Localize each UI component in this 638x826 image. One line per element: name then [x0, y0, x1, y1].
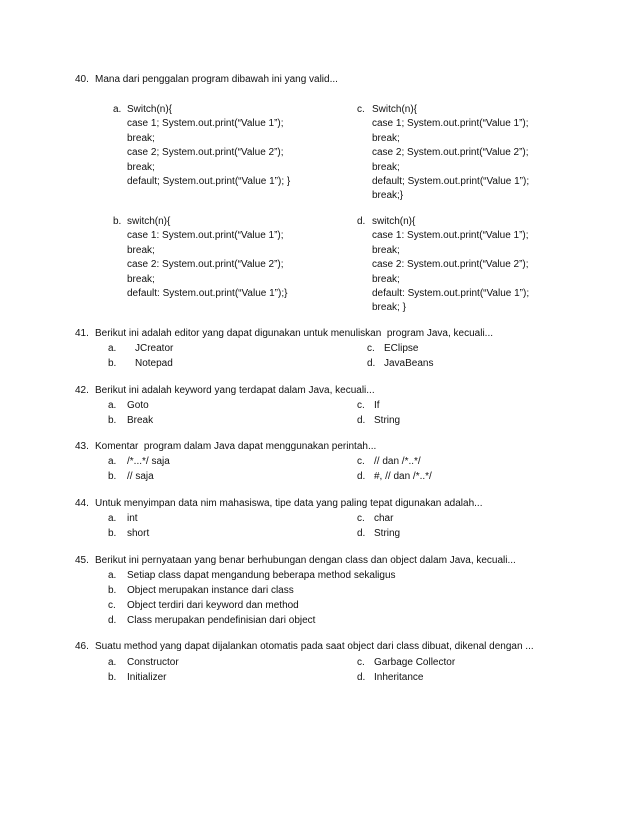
option-c-text: If	[374, 400, 380, 411]
option-label: c.	[108, 600, 116, 611]
code-line: break; }	[372, 302, 406, 314]
code-option-b	[127, 215, 287, 301]
option-label: d.	[357, 672, 366, 683]
option-label: b.	[108, 585, 117, 596]
option-label: c.	[357, 104, 365, 115]
code-line: default: System.out.print(“Value 1”);}	[127, 288, 288, 300]
option-c-text: Garbage Collector	[374, 657, 456, 668]
option-d-text: Inheritance	[374, 672, 424, 683]
option-b-text: Break	[127, 415, 154, 426]
option-a-text: Goto	[127, 400, 149, 411]
option-a-text: /*...*/ saja	[127, 456, 170, 467]
option-label: a.	[108, 570, 117, 581]
option-label: d.	[108, 615, 117, 626]
option-label: c.	[357, 400, 365, 411]
code-line: switch(n){	[127, 216, 171, 227]
option-label: c.	[367, 343, 375, 354]
option-a-text: JCreator	[135, 343, 174, 354]
option-label: d.	[357, 471, 366, 482]
option-label: d.	[367, 358, 376, 369]
code-line: case 2; System.out.print(“Value 2”);	[372, 147, 529, 159]
option-label: c.	[357, 657, 365, 668]
code-line: break;	[372, 161, 400, 173]
code-option-a	[127, 103, 290, 189]
code-option-d	[372, 215, 529, 316]
question-number: 41.	[75, 328, 89, 339]
option-label: a.	[113, 104, 122, 115]
option-label: c.	[357, 456, 365, 467]
option-c-text: // dan /*..*/	[374, 456, 421, 467]
code-line: case 2; System.out.print(“Value 2”);	[127, 147, 284, 159]
code-line: Switch(n){	[127, 104, 173, 115]
code-line: break;	[127, 273, 155, 285]
question-text: Mana dari penggalan program dibawah ini yang valid...	[95, 74, 338, 85]
option-label: a.	[108, 400, 117, 411]
option-label: b.	[108, 358, 117, 369]
code-line: case 2: System.out.print(“Value 2”);	[372, 259, 529, 271]
code-line: default; System.out.print(“Value 1”);	[372, 176, 530, 188]
option-b-text: Notepad	[135, 358, 173, 369]
option-label: a.	[108, 343, 117, 354]
question-text: Berikut ini pernyataan yang benar berhubungan dengan class dan object dalam Java, kecuali...	[95, 555, 516, 566]
question-text: Komentar program dalam Java dapat menggunakan perintah...	[95, 441, 377, 452]
option-c-text: char	[374, 513, 394, 524]
option-d-text: String	[374, 415, 401, 426]
code-line: break;}	[372, 190, 404, 202]
option-d-text: String	[374, 528, 401, 539]
code-line: case 1: System.out.print(“Value 1”);	[372, 230, 529, 242]
option-label: c.	[357, 513, 365, 524]
code-line: break;	[127, 161, 155, 173]
option-c-text: Object terdiri dari keyword dan method	[127, 600, 299, 611]
option-label: b.	[108, 672, 117, 683]
option-label: b.	[108, 471, 117, 482]
code-option-c	[372, 103, 529, 204]
option-label: d.	[357, 216, 366, 227]
option-label: a.	[108, 657, 117, 668]
code-line: case 1: System.out.print(“Value 1”);	[127, 230, 284, 242]
code-line: switch(n){	[372, 216, 416, 227]
code-line: break;	[372, 132, 400, 144]
question-number: 42.	[75, 385, 89, 396]
question-number: 40.	[75, 74, 89, 85]
code-line: case 1; System.out.print(“Value 1”);	[372, 118, 529, 130]
code-line: case 1; System.out.print(“Value 1”);	[127, 118, 284, 130]
option-label: b.	[108, 415, 117, 426]
question-text: Untuk menyimpan data nim mahasiswa, tipe data yang paling tepat digunakan adalah...	[95, 498, 483, 509]
option-a-text: int	[127, 513, 138, 524]
option-label: b.	[108, 528, 117, 539]
question-number: 45.	[75, 555, 89, 566]
option-d-text: JavaBeans	[384, 358, 434, 369]
question-number: 44.	[75, 498, 89, 509]
code-line: break;	[372, 244, 400, 256]
option-a-text: Setiap class dapat mengandung beberapa method sekaligus	[127, 570, 396, 581]
option-label: a.	[108, 513, 117, 524]
question-number: 43.	[75, 441, 89, 452]
option-a-text: Constructor	[127, 657, 179, 668]
question-text: Berikut ini adalah keyword yang terdapat dalam Java, kecuali...	[95, 385, 375, 396]
code-line: break;	[127, 244, 155, 256]
question-number: 46.	[75, 641, 89, 652]
option-b-text: // saja	[127, 471, 154, 482]
code-line: case 2: System.out.print(“Value 2”);	[127, 259, 284, 271]
code-line: default: System.out.print(“Value 1”);	[372, 288, 530, 300]
option-label: b.	[113, 216, 122, 227]
option-c-text: EClipse	[384, 343, 419, 354]
option-label: d.	[357, 528, 366, 539]
code-line: Switch(n){	[372, 104, 418, 115]
option-d-text: Class merupakan pendefinisian dari object	[127, 615, 316, 626]
option-label: a.	[108, 456, 117, 467]
option-d-text: #, // dan /*..*/	[374, 471, 432, 482]
code-line: break;	[127, 132, 155, 144]
option-b-text: short	[127, 528, 150, 539]
question-text: Suatu method yang dapat dijalankan otomatis pada saat object dari class dibuat, dikenal dengan ...	[95, 641, 534, 652]
code-line: default; System.out.print(“Value 1”); }	[127, 176, 291, 188]
option-label: d.	[357, 415, 366, 426]
option-b-text: Initializer	[127, 672, 167, 683]
question-text: Berikut ini adalah editor yang dapat digunakan untuk menuliskan program Java, kecuali...	[95, 328, 494, 339]
option-b-text: Object merupakan instance dari class	[127, 585, 294, 596]
code-line: break;	[372, 273, 400, 285]
